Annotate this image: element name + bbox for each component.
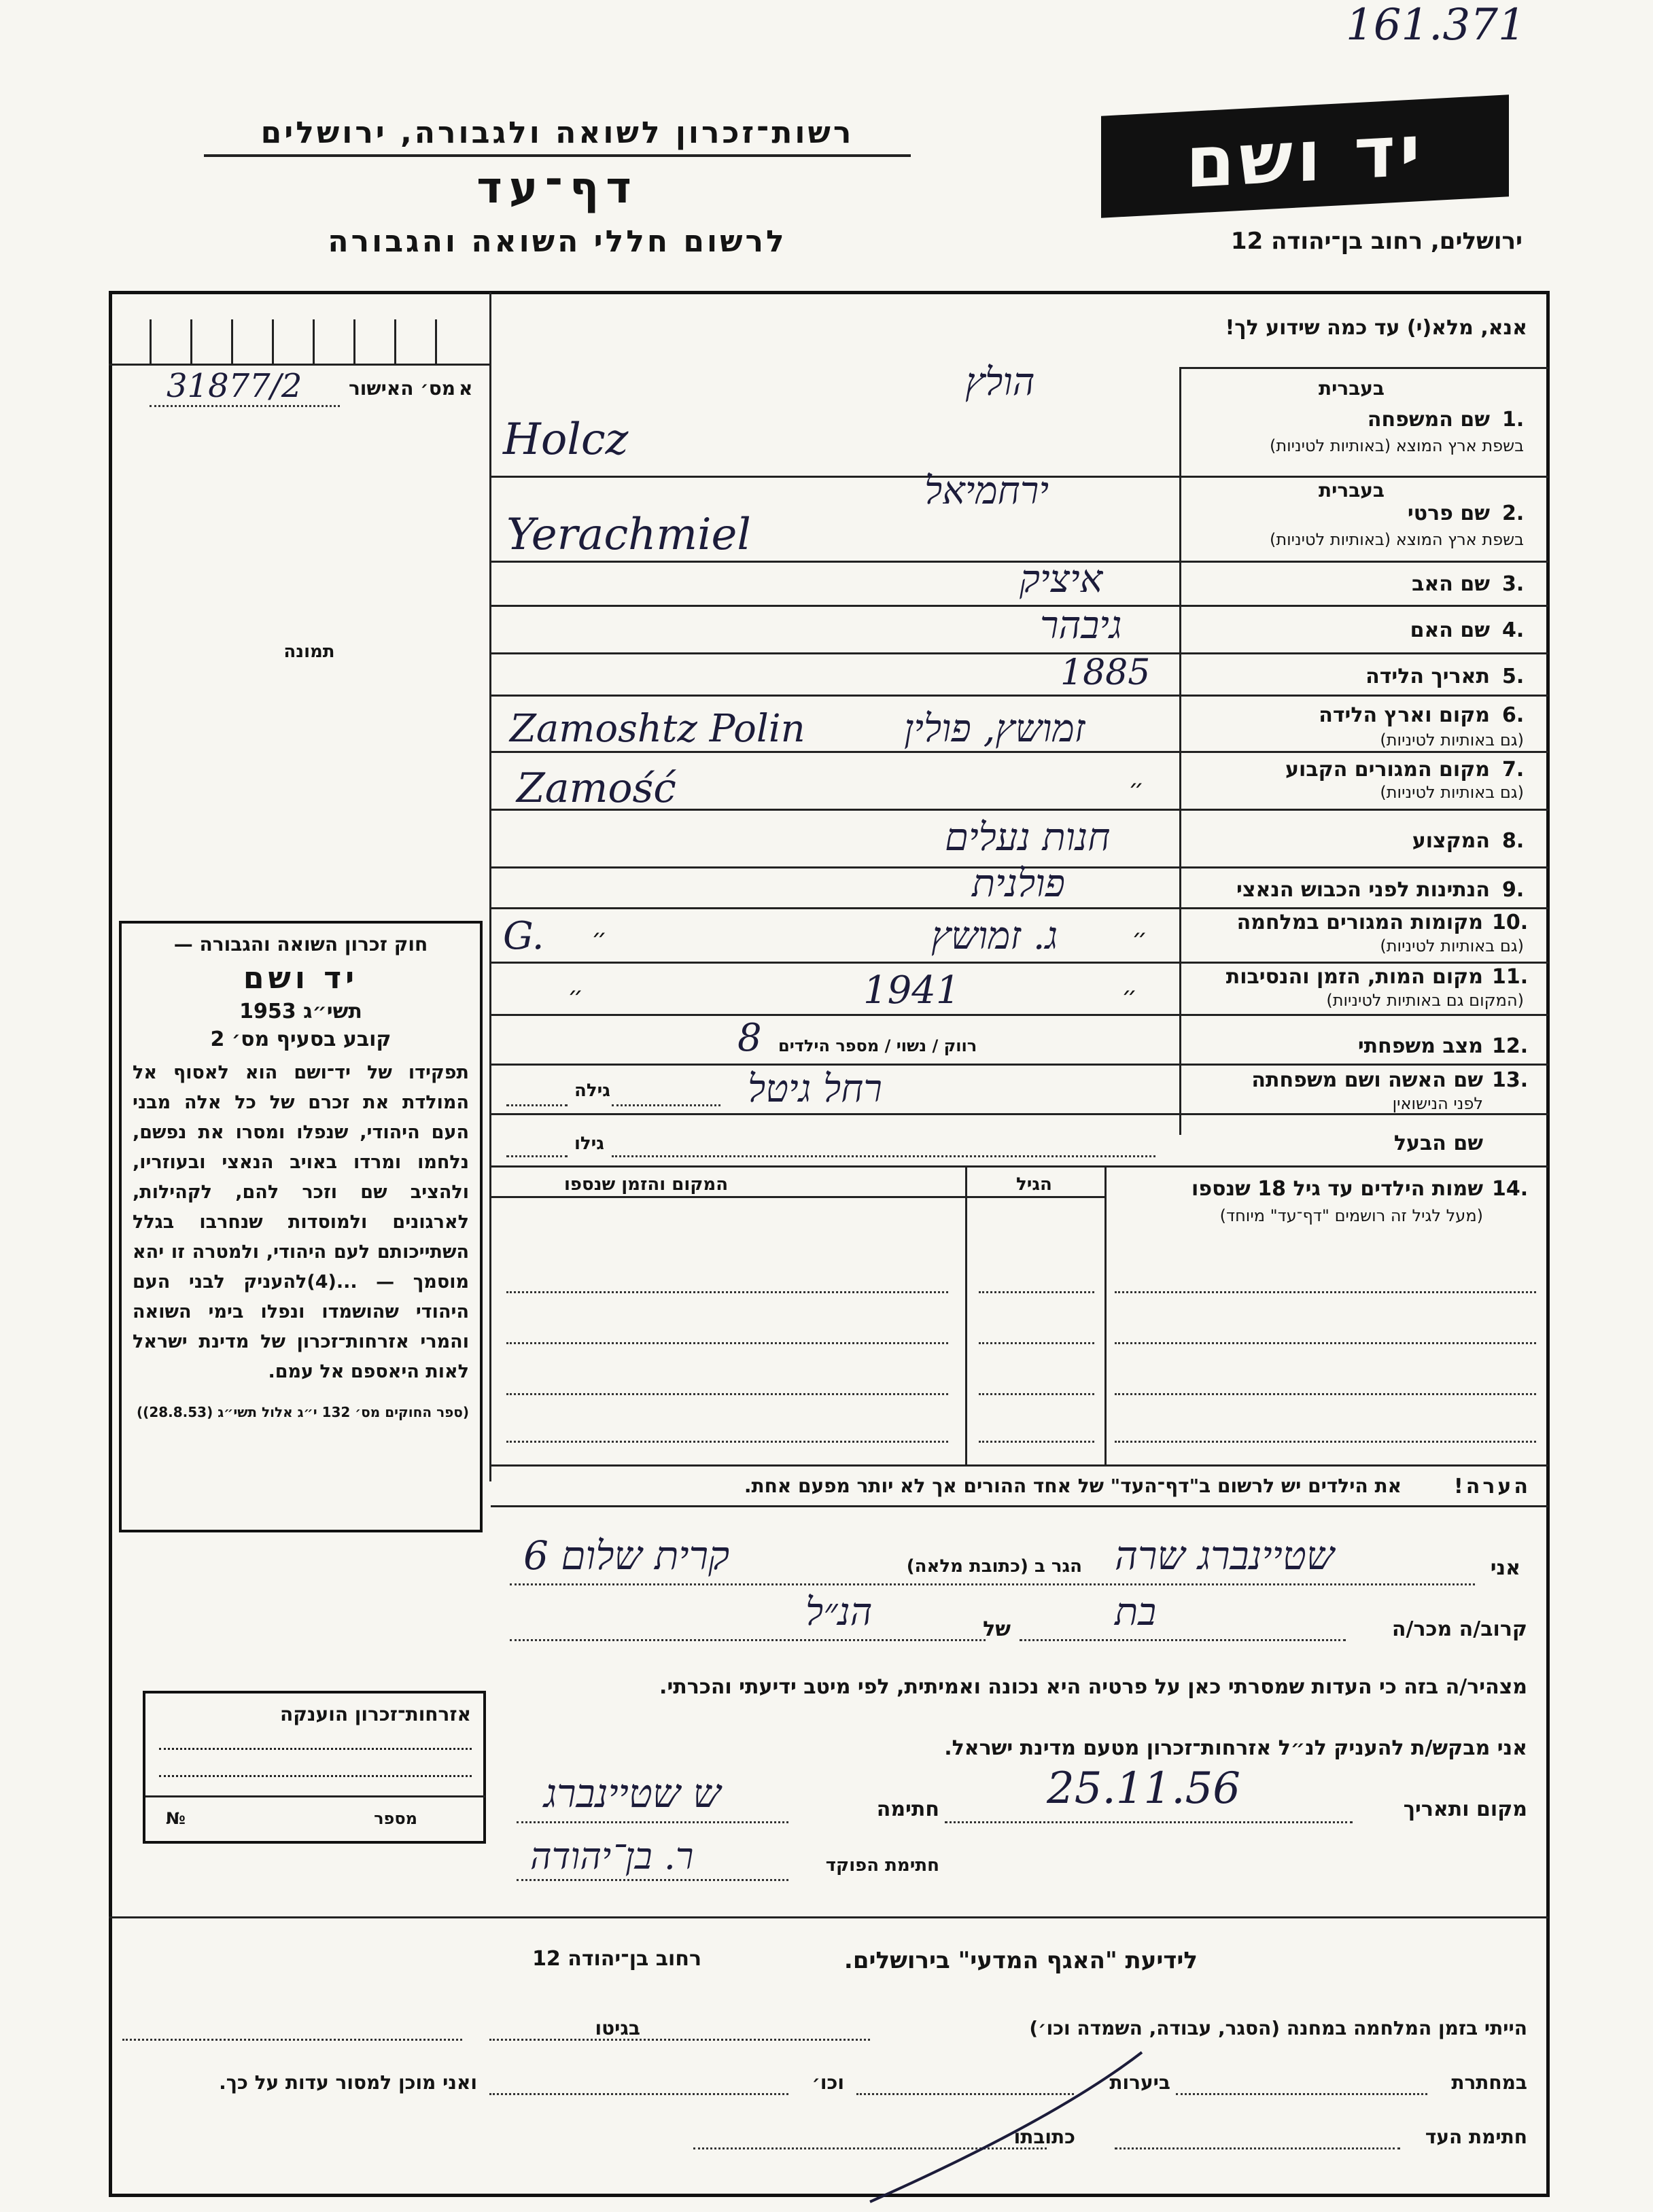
field-13-num: 13. <box>1492 1068 1529 1092</box>
field-11-label: מקום המות, הזמן והנסיבות <box>1225 965 1483 989</box>
request-text: אני מבקש/ת להעניק לנ״ל אזרחות־זכרון מטעם מדינת ישראל. <box>944 1736 1527 1760</box>
field-13-value: רחל גיטל <box>748 1067 882 1111</box>
field-7-sub: (גם באותיות לטיניות) <box>1380 783 1524 802</box>
field-2-label: שם פרטי <box>1407 502 1490 525</box>
footer-title: לידיעת "האגף המדעי" בירושלים. <box>843 1947 1198 1974</box>
field-5-label: תאריך הלידה <box>1365 665 1490 688</box>
field-1-num: 1. <box>1502 408 1525 432</box>
official-signature: ר. בן־יהודה <box>530 1835 694 1878</box>
field-8-num: 8. <box>1502 829 1525 853</box>
place-date-label: מקום ותאריך <box>1403 1797 1527 1821</box>
footer-line2-a: במחתרת <box>1451 2071 1527 2094</box>
field-6-num: 6. <box>1502 703 1525 727</box>
field-1-label: שם המשפחה <box>1367 408 1490 432</box>
field-11-value: 1941 <box>863 968 960 1013</box>
declaration-text: מצהיר/ה בזה כי העדות שמסרתי כאן על פרטיה היא נכונה ואמיתית, לפי מיטב ידיעתי והכרתי. <box>659 1675 1527 1699</box>
field-7-value: Zamość <box>517 765 676 812</box>
field-7-ditto: ״ <box>1128 775 1145 803</box>
field-12-mid-label: רווק / נשוי / מספר הילדים <box>778 1036 977 1055</box>
field-husband-label: שם הבעל <box>1393 1131 1483 1155</box>
field-10-sub: (גם באותיות לטיניות) <box>1380 936 1524 955</box>
form-title: דף־עד <box>476 163 638 213</box>
relation-label: קרוב/ה מכר/ה <box>1391 1617 1527 1641</box>
law-text: תפקידו של יד־ושם הוא לאסוף אל המולדת את זכרם של כל אלה מבני העם היהודי, שנפלו ומסרו את נפשם, נלחמו ומרדו באויב הנאצי ובעוזריו, ולהציב שם וזכר להם, לקהילות, לארגונים ולמוסדות שנחרבו בגלל השתייכותם לעם היהודי, ולמטרה זו יהא מוסמך — ...(4)להעניק לבני העם היהודי שהושמדו ונפלו בימי השואה והמרי אזרחות־זכרון של מדינת ישראל לאות היאספם אל עמם. <box>133 1062 470 1382</box>
cert-number-prefix: № <box>166 1809 186 1828</box>
field-13-sub: לפני הנישואין <box>1392 1094 1483 1113</box>
hebrew-tag-2: בעברית <box>1318 479 1385 502</box>
field-9-label: הנתינות לפני הכבוש הנאצי <box>1236 878 1490 902</box>
archive-number: 161.371 <box>1346 0 1526 50</box>
field-12-label: מצב משפחתי <box>1357 1034 1483 1058</box>
footer-address: רחוב בן־יהודה 12 <box>532 1947 701 1971</box>
field-9-value: פולנית <box>972 862 1065 906</box>
note-label: הערה! <box>1454 1475 1531 1498</box>
field-12-num: 12. <box>1492 1034 1529 1058</box>
field-10-value: ג. זמושץ <box>931 914 1058 958</box>
field-7-num: 7. <box>1502 758 1525 782</box>
law-clause: קובע בסעיף מס׳ 2 <box>210 1028 392 1051</box>
signature-label: חתימה <box>876 1797 939 1821</box>
note-text: את הילדים יש לרשום ב"דף־העד" של אחד ההורים אך לא יותר מפעם אחת. <box>744 1475 1402 1497</box>
field-11-ditto: ״ <box>568 982 584 1010</box>
field-11-sub: (המקום גם באותיות לטיניות) <box>1326 991 1524 1010</box>
diagonal-stroke <box>850 2039 1162 2209</box>
field-husband-age-label: גילו <box>574 1134 604 1154</box>
field-11-ditto-2: ״ <box>1121 982 1138 1010</box>
footer-line2-d: ואני מוכן למסור עדות על כך. <box>219 2071 477 2094</box>
field-13-label: שם האשה ושם משפחתה <box>1251 1068 1483 1092</box>
cert-box <box>143 1691 486 1844</box>
field-3-num: 3. <box>1502 572 1525 596</box>
footer-line2-c: וכו׳ <box>812 2071 844 2094</box>
children-col-age: הגיל <box>1016 1174 1052 1195</box>
footer-line3-b: כתובתו <box>1013 2126 1075 2148</box>
field-10-latin-value: G. <box>503 914 544 958</box>
field-4-label: שם האם <box>1410 618 1490 642</box>
of-label: של <box>983 1617 1011 1641</box>
cert-title: אזרחות־זכרון הוענקה <box>280 1703 471 1725</box>
instruction-text: אנא, מלא(י) עד כמה שידוע לך! <box>1225 316 1527 340</box>
field-5-value: 1885 <box>1060 652 1151 693</box>
approval-label: מס׳ האישור <box>348 377 455 400</box>
field-2-num: 2. <box>1502 502 1525 525</box>
date-value: 25.11.56 <box>1047 1763 1240 1814</box>
footer-line1-a: הייתי בזמן המלחמה במחנה (הסגר, עבודה, השמדה וכו׳) <box>1029 2017 1527 2039</box>
relation-value: בת <box>1115 1590 1157 1634</box>
field-10-label: מקומות המגורים במלחמה <box>1236 911 1483 934</box>
field-1-hebrew-value: הולץ <box>965 360 1035 404</box>
column-divider <box>489 292 491 1481</box>
children-title: שמות הילדים עד גיל 18 שנספו <box>1191 1177 1483 1201</box>
field-3-label: שם האב <box>1412 572 1490 596</box>
footer-line1-b: בגיטו <box>595 2017 640 2039</box>
field-6-label: מקום וארץ הלידה <box>1319 703 1490 727</box>
hebrew-tag-1: בעברית <box>1318 377 1385 400</box>
field-8-label: המקצוע <box>1412 829 1490 853</box>
field-13-age-label: גילה <box>574 1081 610 1101</box>
field-4-value: גיבהר <box>1040 603 1122 648</box>
law-year: תשי״ג 1953 <box>239 1000 362 1023</box>
field-1-sub: בשפת ארץ המוצא (באותיות לטיניות) <box>1270 436 1524 455</box>
field-6-sub: (גם באותיות לטיניות) <box>1380 731 1524 750</box>
field-10-ditto: ״ <box>591 924 608 952</box>
org-line: רשות־זכרון לשואה ולגבורה, ירושלים <box>204 116 911 157</box>
field-2-latin-value: Yerachmiel <box>506 510 751 560</box>
law-source: (ספר החוקים מס׳ 132 י״ג אלול תשי״ג (28.8.53)) <box>137 1404 469 1420</box>
declarant-resides-label: הגר ב (כתובת מלאה) <box>906 1556 1082 1577</box>
photo-label: תמונה <box>283 642 335 662</box>
children-note: (מעל לגיל זה רושמים "דף־עד" מיוחד) <box>1219 1206 1483 1225</box>
official-signature-label: חתימת הפוקד <box>825 1855 939 1876</box>
law-name: יד ושם <box>243 961 359 996</box>
field-10-ditto-2: ״ <box>1132 924 1148 952</box>
approval-number: 31877/2 <box>167 367 302 405</box>
header-address: ירושלים, רחוב בן־יהודה 12 <box>1230 228 1522 255</box>
children-col-place: המקום והזמן שנספו <box>564 1174 729 1195</box>
field-9-num: 9. <box>1502 878 1525 902</box>
cert-number-label: מספר <box>374 1809 417 1828</box>
law-title: חוק זכרון השואה והגבורה — <box>173 933 428 955</box>
field-7-label: מקום המגורים הקבוע <box>1285 758 1490 782</box>
field-6-latin-value: Zamoshtz Polin <box>510 707 805 751</box>
declarant-i-label: אני <box>1490 1556 1520 1580</box>
form-subtitle: לרשום חללי השואה והגבורה <box>328 224 787 259</box>
declarant-name: שטיינברג שרה <box>1115 1532 1334 1579</box>
field-2-sub: בשפת ארץ המוצא (באותיות לטיניות) <box>1270 530 1524 549</box>
logo-text: יד ושם <box>1185 108 1425 205</box>
field-5-num: 5. <box>1502 665 1525 688</box>
field-4-num: 4. <box>1502 618 1525 642</box>
footer-line3-a: חתימת העד <box>1425 2126 1527 2148</box>
field-2-hebrew-value: ירחמיאל <box>924 469 1049 513</box>
field-8-value: חנות נעלים <box>945 815 1111 860</box>
field-11-num: 11. <box>1492 965 1529 989</box>
field-1-latin-value: Holcz <box>503 415 629 465</box>
field-3-value: איציק <box>1020 557 1103 601</box>
of-value: הנ״ל <box>805 1590 873 1634</box>
yad-vashem-logo <box>1101 94 1509 217</box>
footer-line2-b: ביערות <box>1109 2071 1170 2094</box>
declarant-address: קרית שלום 6 <box>523 1532 730 1579</box>
law-box <box>119 921 483 1532</box>
field-6-value: זמושץ, פולין <box>904 707 1085 751</box>
field-12-value: 8 <box>737 1016 762 1060</box>
approval-prefix: א <box>459 377 473 400</box>
signature-value: ש שטיינברג <box>544 1770 721 1816</box>
field-10-num: 10. <box>1492 911 1529 934</box>
children-num: 14. <box>1492 1177 1529 1201</box>
tick-row-bottom <box>109 364 491 366</box>
